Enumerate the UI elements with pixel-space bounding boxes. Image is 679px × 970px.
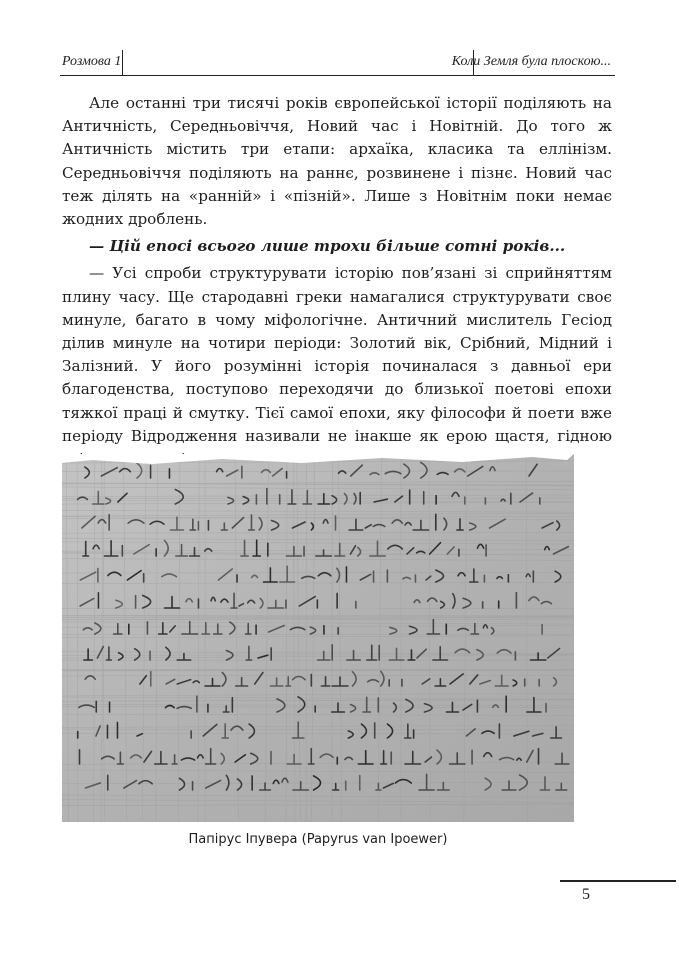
body-text: [62, 92, 612, 471]
running-header: [60, 50, 615, 76]
header-title: Коли Земля була плоскою...: [451, 54, 611, 69]
papyrus-picture: [62, 454, 574, 822]
page-number: 5: [582, 886, 590, 903]
paragraph-2: — Усі спроби структурувати історію пов’язані зі сприйняттям плину часу. Ще стародавні греки намагалися структурувати своє минуле, багато в чому міфологічне. Античний мислитель Гесіод ділив минуле на чотири періоди: Золотий вік, Срібний, Мідний і Залізний. У його розумінні історія починалася з давньої ери благоденства, поступово переходячи до близької поетові епохи тяжкої праці й смутку. Тієї самої епохи, яку філософи й поети вже періоду Відродження називали не інакше як ерою щастя, гідною: [62, 264, 612, 445]
paragraph-1: Але останні три тисячі років європейської історії поділяють на Античність, Середньовіччя, Новий час і Новітній. До того ж Античність містить три етапи: архаїка, класика та еллінізм. Середньовіччя поділяють на раннє, розвинене і пізнє. Новий час теж ділять на «ранній» і «пізній». Лише з Новітнім поки немає жодних дроблень.: [62, 94, 612, 229]
dialogue-line: — Цій епосі всього лише трохи більше сотні років...: [89, 237, 566, 256]
header-divider-left: [122, 50, 123, 76]
header-chapter: Розмова 1: [62, 54, 122, 69]
papyrus-image: [62, 454, 574, 822]
figure-caption: Папірус Іпувера (Papyrus van Ipoewer): [188, 832, 448, 847]
footer-rule: [560, 880, 676, 882]
